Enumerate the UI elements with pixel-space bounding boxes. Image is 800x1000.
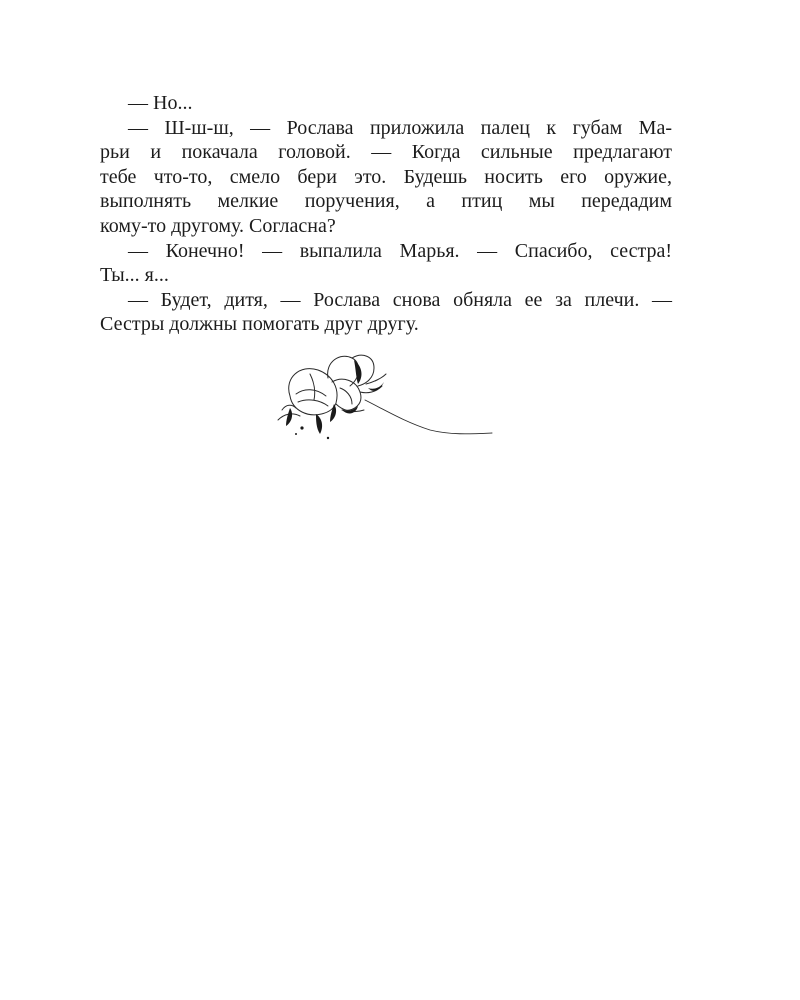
text-line: — Ш-ш-ш, — Рослава приложила палец к губам Ма- bbox=[128, 116, 672, 139]
text-block bbox=[100, 91, 672, 337]
text-line: рьи и покачала головой. — Когда сильные предлагают bbox=[100, 141, 672, 164]
paragraph bbox=[100, 116, 672, 239]
text-line: Сестры должны помогать друг другу. bbox=[100, 313, 419, 336]
text-line: кому-то другому. Согласна? bbox=[100, 214, 336, 237]
flower-vignette-icon bbox=[270, 348, 495, 443]
text-line: выполнять мелкие поручения, а птиц мы передадим bbox=[100, 190, 672, 213]
text-line: тебе что-то, смело бери это. Будешь носить его оружие, bbox=[100, 165, 672, 188]
text-line: — Будет, дитя, — Рослава снова обняла ее за плечи. — bbox=[128, 288, 672, 311]
paragraph bbox=[100, 239, 672, 288]
paragraph bbox=[100, 288, 672, 337]
paragraph bbox=[100, 91, 672, 116]
text-line: Ты... я... bbox=[100, 264, 169, 287]
text-line: — Конечно! — выпалила Марья. — Спасибо, сестра! bbox=[128, 239, 672, 262]
text-line: — Но... bbox=[128, 92, 193, 114]
